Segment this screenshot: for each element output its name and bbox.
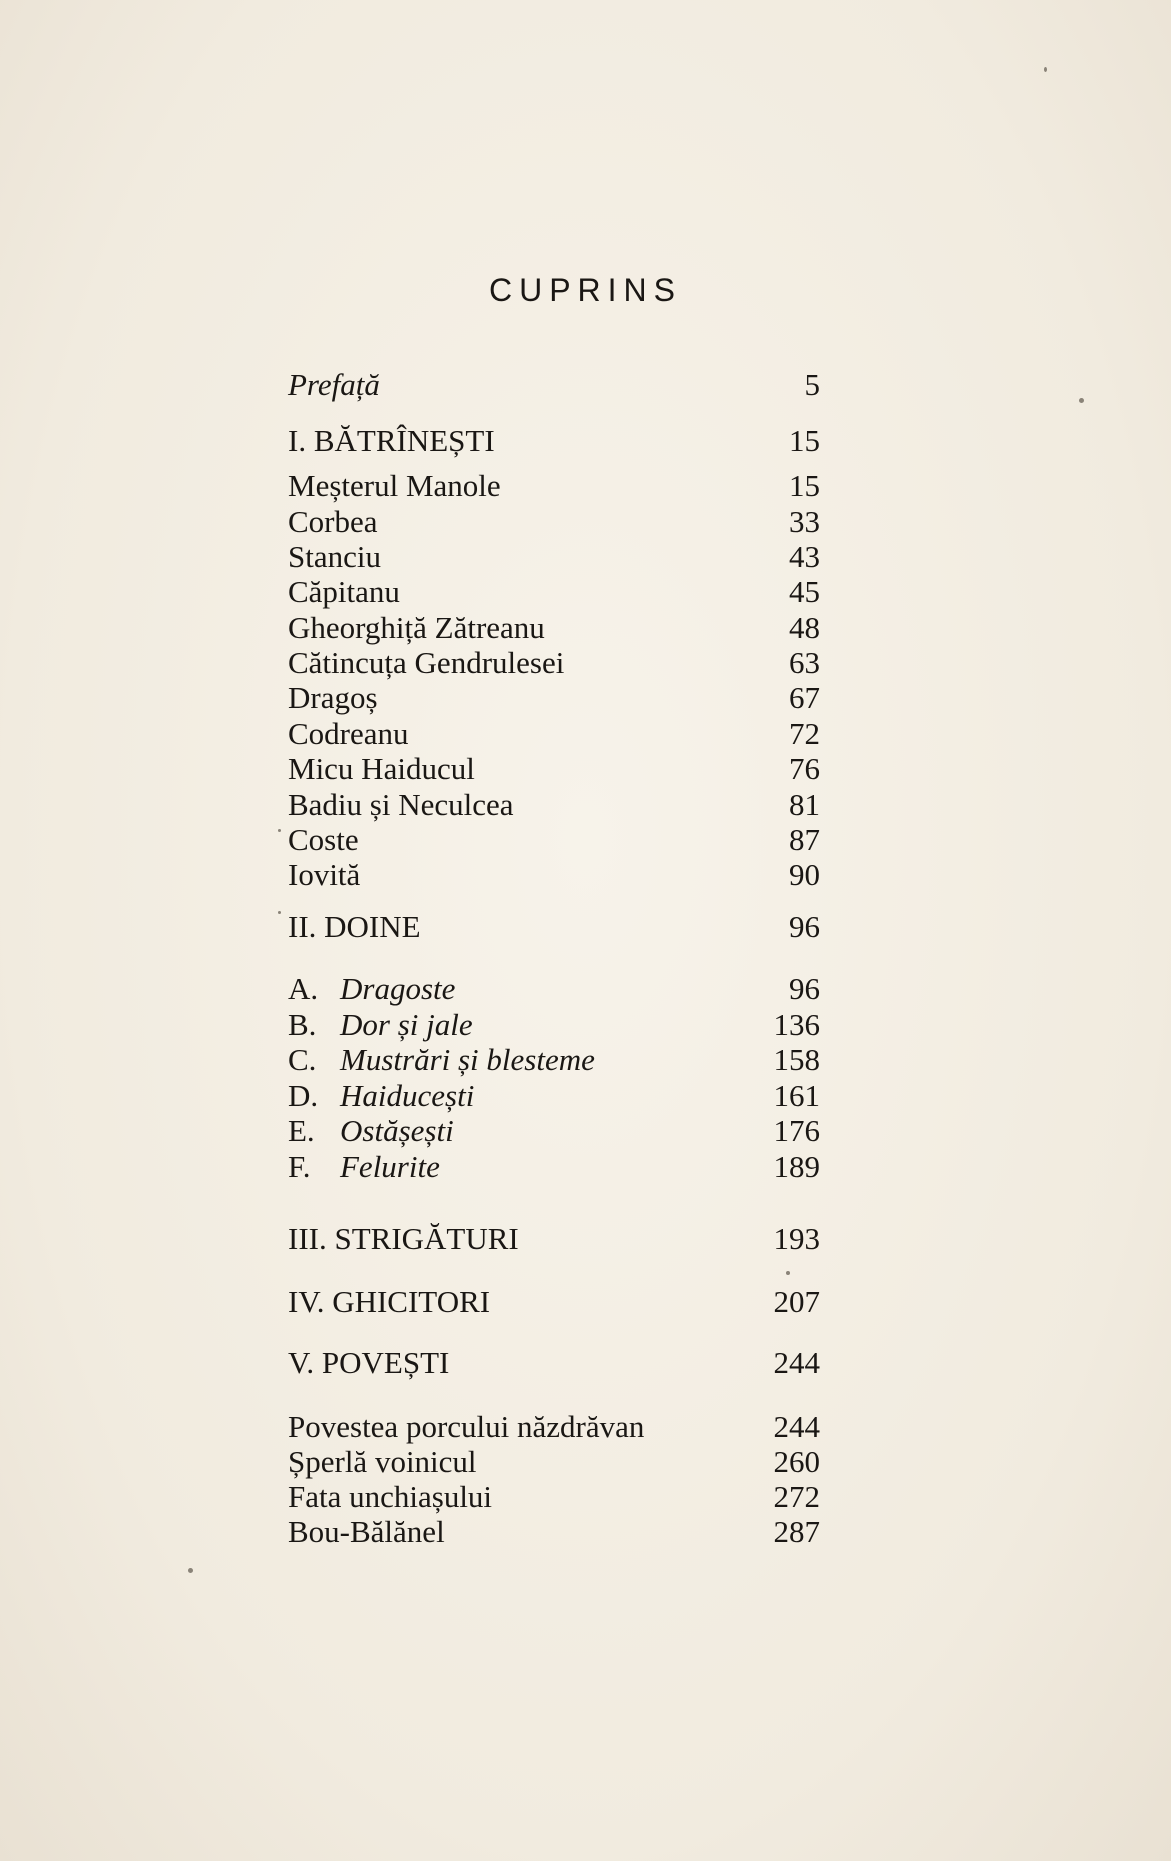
toc-subentry bbox=[288, 1112, 820, 1150]
toc-entry-title: Dragoș bbox=[288, 680, 378, 715]
toc-subentry-letter: E. bbox=[288, 1113, 315, 1148]
toc-entry-title: Povestea porcului năzdrăvan bbox=[288, 1409, 645, 1444]
toc-entry-title: Prefață bbox=[288, 367, 380, 402]
toc-entry-page: 161 bbox=[773, 1078, 820, 1113]
toc-entry-page: 63 bbox=[789, 645, 820, 680]
toc-subentry bbox=[288, 1041, 820, 1079]
toc-entry-page: 136 bbox=[773, 1007, 820, 1042]
toc-entry-title: Cătincuța Gendrulesei bbox=[288, 645, 565, 680]
toc-entry-title: Stanciu bbox=[288, 539, 381, 574]
toc-entry bbox=[288, 644, 820, 682]
toc-entry bbox=[288, 538, 820, 576]
toc-entry-page: 287 bbox=[773, 1514, 820, 1549]
toc-entry-title: Mustrări și blesteme bbox=[340, 1042, 595, 1077]
paper-speck bbox=[278, 829, 281, 832]
toc-entry-title: Coste bbox=[288, 822, 359, 857]
toc-section-title: III. STRIGĂTURI bbox=[288, 1221, 519, 1256]
toc-section-title: I. BĂTRÎNEȘTI bbox=[288, 423, 495, 458]
toc-entry-page: 67 bbox=[789, 680, 820, 715]
toc-entry bbox=[288, 821, 820, 859]
toc-entry-page: 96 bbox=[789, 909, 820, 944]
toc-entry-title: Ostășești bbox=[340, 1113, 454, 1148]
toc-entry bbox=[288, 1513, 820, 1551]
toc-subentry bbox=[288, 1006, 820, 1044]
toc-entry-title: Micu Haiducul bbox=[288, 751, 475, 786]
toc-entry-page: 48 bbox=[789, 610, 820, 645]
toc-entry bbox=[288, 856, 820, 894]
toc-section-povesti bbox=[288, 1344, 820, 1382]
toc-entry-page: 207 bbox=[773, 1284, 820, 1319]
toc-entry-page: 193 bbox=[773, 1221, 820, 1256]
toc-entry-title: Șperlă voinicul bbox=[288, 1444, 477, 1479]
toc-section-strigaturi bbox=[288, 1220, 820, 1258]
toc-entry-page: 15 bbox=[789, 423, 820, 458]
toc-entry bbox=[288, 750, 820, 788]
toc-entry-title: Felurite bbox=[340, 1149, 440, 1184]
toc-subentry-letter: F. bbox=[288, 1149, 311, 1184]
toc-entry-page: 15 bbox=[789, 468, 820, 503]
toc-section-title: IV. GHICITORI bbox=[288, 1284, 491, 1319]
toc-entry-page: 272 bbox=[773, 1479, 820, 1514]
toc-entry-page: 244 bbox=[773, 1409, 820, 1444]
toc-entry-page: 81 bbox=[789, 787, 820, 822]
paper-speck bbox=[278, 911, 281, 914]
toc-entry-title: Bou-Bălănel bbox=[288, 1514, 445, 1549]
toc-subentry bbox=[288, 970, 820, 1008]
toc-section-doine bbox=[288, 908, 820, 946]
toc-section-batrinesti bbox=[288, 422, 820, 460]
toc-entry-title: Iovită bbox=[288, 857, 361, 892]
toc-subentry bbox=[288, 1077, 820, 1115]
toc-entry-page: 244 bbox=[773, 1345, 820, 1380]
toc-entry-page: 87 bbox=[789, 822, 820, 857]
toc-entry-page: 260 bbox=[773, 1444, 820, 1479]
toc-entry bbox=[288, 1408, 820, 1446]
paper-speck bbox=[786, 1271, 790, 1275]
toc-subentry-letter: D. bbox=[288, 1078, 319, 1113]
toc-entry-page: 5 bbox=[804, 367, 820, 402]
toc-entry-page: 96 bbox=[789, 971, 820, 1006]
toc-entry bbox=[288, 1443, 820, 1481]
toc-entry-page: 158 bbox=[773, 1042, 820, 1077]
toc-entry bbox=[288, 786, 820, 824]
toc-entry-page: 43 bbox=[789, 539, 820, 574]
toc-entry-page: 45 bbox=[789, 574, 820, 609]
toc-entry-page: 189 bbox=[773, 1149, 820, 1184]
toc-entry-page: 176 bbox=[773, 1113, 820, 1148]
toc-entry-page: 90 bbox=[789, 857, 820, 892]
toc-entry bbox=[288, 715, 820, 753]
toc-entry-title: Meșterul Manole bbox=[288, 468, 501, 503]
toc-entry-title: Corbea bbox=[288, 504, 378, 539]
paper-speck bbox=[1079, 398, 1084, 403]
toc-entry-title: Gheorghiță Zătreanu bbox=[288, 610, 545, 645]
toc-entry-title: Fata unchiașului bbox=[288, 1479, 493, 1514]
toc-entry-title: Căpitanu bbox=[288, 574, 400, 609]
toc-entry-title: Dragoste bbox=[340, 971, 456, 1006]
paper-speck bbox=[188, 1568, 193, 1573]
toc-section-title: V. POVEȘTI bbox=[288, 1345, 450, 1380]
toc-entry-title: Badiu și Neculcea bbox=[288, 787, 514, 822]
toc-entry-title: Haiducești bbox=[340, 1078, 475, 1113]
toc-entry bbox=[288, 1478, 820, 1516]
toc-entry-page: 72 bbox=[789, 716, 820, 751]
toc-entry bbox=[288, 573, 820, 611]
toc-subentry-letter: B. bbox=[288, 1007, 317, 1042]
toc-entry bbox=[288, 503, 820, 541]
toc-subentry-letter: C. bbox=[288, 1042, 317, 1077]
toc-subentry-letter: A. bbox=[288, 971, 319, 1006]
toc-entry-title: Codreanu bbox=[288, 716, 409, 751]
toc-entry-page: 33 bbox=[789, 504, 820, 539]
toc-section-ghicitori bbox=[288, 1283, 820, 1321]
toc-entry bbox=[288, 609, 820, 647]
toc-section-title: II. DOINE bbox=[288, 909, 421, 944]
toc-subentry bbox=[288, 1148, 820, 1186]
toc-entry-title: Dor și jale bbox=[340, 1007, 473, 1042]
toc-entry-preface bbox=[288, 366, 820, 404]
toc-entry bbox=[288, 467, 820, 505]
toc-entry bbox=[288, 679, 820, 717]
paper-speck bbox=[1044, 67, 1047, 72]
page-title: CUPRINS bbox=[488, 272, 682, 308]
toc-entry-page: 76 bbox=[789, 751, 820, 786]
